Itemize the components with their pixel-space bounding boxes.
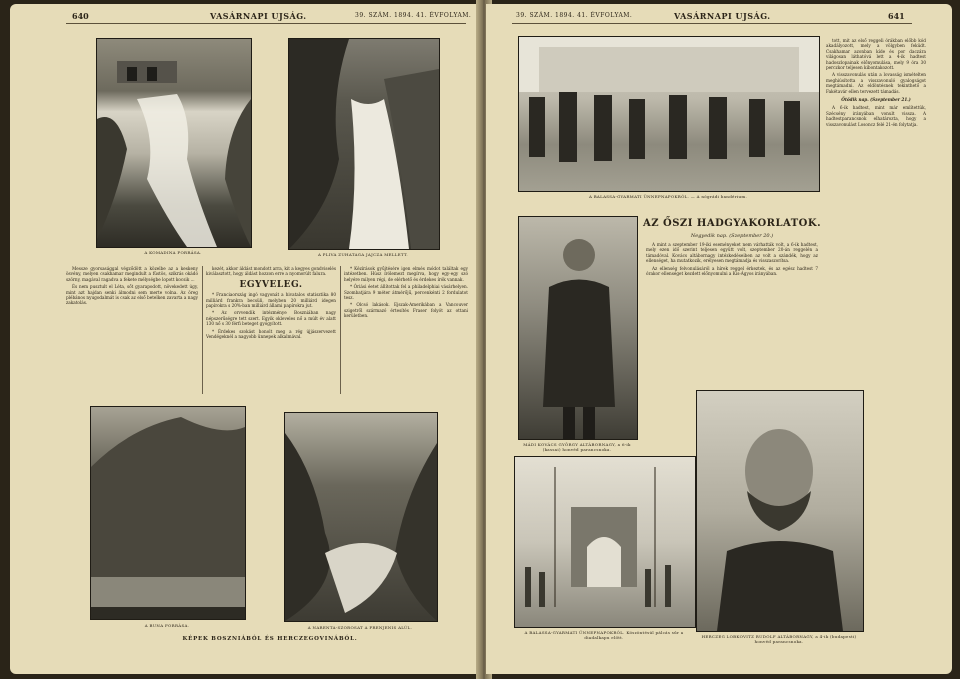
caption-pliva: A PLIVA ZUHATAGA JAJCZA MELLETT. <box>318 252 408 257</box>
caption-arch: A BALASSA-GYARMATI ÜNNEPNAPOKRÓL. Köszöntésül pálcás sűr a diadalkapu előtt. <box>524 630 684 640</box>
paragraph: Az ellenség felvonulásáról a hírek reggel érkeztek, és az egész hadtest 7 órakor ellenséget kezdett előnyomulni a Kis-Ágyos irányában. <box>646 265 818 277</box>
paragraph: * Kézírások gyűjtésére igen elmés módot találtak egy intézetben. Húsz írólemezt megírva, hogy egy-egy szó helyére milyen régi, de elérhető és érdekes írók vannak. <box>344 266 468 282</box>
paragraph: * Az orvvendik intézménye Boszniában nagy népszerűségre tett szert. Egyik okleveles nő a múlt év alatt 130 nő s 30 férfi beteget gyógyított. <box>206 310 336 327</box>
caption-lobkovitz: HERCZEG LOBKOVITZ RUDOLF ALTÁBORNAGY, a 4-ik (budapesti) honvéd parancsnoka. <box>701 634 857 644</box>
fifth-day-heading: Ötödik nap. (Szeptember 21.) <box>841 97 911 103</box>
masthead: VASÁRNAPI UJSÁG. <box>674 11 771 21</box>
photo-narenta-gorge <box>284 412 438 622</box>
pliva-falls-illustration <box>289 39 439 249</box>
text-column-1 <box>66 266 198 308</box>
portrait-kovacs <box>518 216 638 440</box>
photo-buna-spring <box>90 406 246 620</box>
text-column-right-top <box>826 38 926 129</box>
left-page <box>10 4 480 674</box>
paragraph: * Franciaország ingó vagyonát a hivatalos statisztika 80 milliárd frankra becsüli, melyben 20 milliárd idegen papírokra s 20%-ban milliárd állami papírokra jut. <box>206 292 336 309</box>
page-number: 641 <box>888 11 905 21</box>
photo-pliva-falls <box>288 38 440 250</box>
paragraph: * Érdekes szokást honolt meg a rég újjászervezett Vendégeknél a nagyobb ünnepek alkalmával. <box>206 328 336 340</box>
column-divider <box>340 266 341 394</box>
column-divider <box>202 266 203 394</box>
portrait-kovacs-illustration <box>519 217 637 439</box>
caption-buna: A BUNA FORRÁSA. <box>144 623 190 628</box>
paragraph: tott, mit az első reggeli órákban előbb kód akadályozott, mely a völgyben feküdt. Csakhamar azonban kíde és por daczára világosan láthatóvá lett a 4-ik hadtest hadoszlopainak előnyomulása, mely 9 óra 30 perczkor teljesen kibontakozott. <box>826 38 926 71</box>
caption-kovacs: MÁDI KOVÁCS GYÖRGY ALTÁBORNAGY, a 6-ik (kassai) honvéd parancsnoka. <box>523 442 631 452</box>
article-title: AZ ŐSZI HADGYAKORLATOK. <box>642 218 822 229</box>
paragraph: A 6-ik hadtest, mint már említettük, Szécsény irányában vonult vissza. A hadtestparancsnok elhatározta, hogy a visszavonulást Losoncz felé 21-én folytatja. <box>826 105 926 127</box>
masthead: VASÁRNAPI UJSÁG. <box>210 11 307 21</box>
article-subtitle: Negyedik nap. (Szeptember 20.) <box>690 233 774 239</box>
text-column-2 <box>206 266 336 341</box>
photo-komadina-spring <box>96 38 252 248</box>
paragraph: * Olcsó lakások. Ejszak-Amerikában a Vancouver szigetről származó értesítés Fraser folyót az ottani kerületben. <box>344 302 468 319</box>
caption-narenta: A NARENTA-SZOROSAT A PRENJENIS ALÚL. <box>307 625 413 630</box>
paragraph: Messze gyorsasággal végződött a közelbe az a keskeny ösvény, melyen csakhamar megindult a füstös, szikrás okádó szörny, magával ragadva a fekete mélységbe lopott kocsik ... <box>66 266 198 282</box>
paragraph: A visszavonulás után a lovasság ismételten meghiúsította a visszavonuló gyalogságot megtámadni. Az eldöntésnek tekinthető a Fakétavár ellen tervezett támadás. <box>826 72 926 94</box>
paragraph: A mint a szeptember 19-iki eseményeket nem várhatták volt, a 6-ik hadtest, mely ezen idő szerint teljesen együtt volt, szeptember 20-án reggelén a támadóval. Kovács altábornagy intézkedéseiben az volt a szándék, hogy az ellenséget, ha mutatkozik, erélyesen megtámadja és visszaszorítsa. <box>646 242 818 264</box>
photo-triumphal-arch <box>514 456 696 628</box>
waterfall-illustration <box>97 39 251 247</box>
portrait-lobkovitz-illustration <box>697 391 863 631</box>
photo-cavalry-bandérium <box>518 36 820 192</box>
paragraph: És nem pusztult el Léta, sőt gyarapodott, növekedett úgy, mint azt hajdan senki álmodni sem merte volna. Az öreg plébános nyugodalmát is csak az első betelken zavarta a nagy zakatolás. <box>66 284 198 306</box>
series-title: KÉPEK BOSZNIÁBÓL ÉS HERCZEGOVINÁBÓL. <box>182 636 358 642</box>
header-rule <box>66 23 466 24</box>
text-column-3 <box>344 266 468 321</box>
issue-line: 39. SZÁM. 1894. 41. ÉVFOLYAM. <box>355 12 472 19</box>
issue-line: 39. SZÁM. 1894. 41. ÉVFOLYAM. <box>516 12 633 19</box>
arch-illustration <box>515 457 695 627</box>
caption-komadina: A KOMADINA FORRÁSA. <box>144 250 202 255</box>
right-page <box>486 4 952 674</box>
section-heading-egyveleg: EGYVELEG. <box>239 279 303 290</box>
paragraph: * Óriási éetet állítottak fel a philadelphiai vásárhelyen. Szombatjára 9 méter átmérőjű, percenkénti 2 fordulatot tesz. <box>344 284 468 301</box>
header-rule <box>512 23 912 24</box>
buna-illustration <box>91 407 245 619</box>
narenta-illustration <box>285 413 437 621</box>
caption-cavalry: A BALASSA-GYARMATI ÜNNEPNAPOKRÓL. — A nógrádi bandérium. <box>588 194 748 199</box>
article-body <box>646 242 818 278</box>
cavalry-illustration <box>519 37 819 191</box>
page-number: 640 <box>72 11 89 21</box>
portrait-lobkovitz <box>696 390 864 632</box>
paragraph: kezét, akkor áldást mondott arra, kit a kegyes gondviselés kiválasztott, hogy áldást hozzon erre a nyomorúlt falura. <box>206 266 337 277</box>
